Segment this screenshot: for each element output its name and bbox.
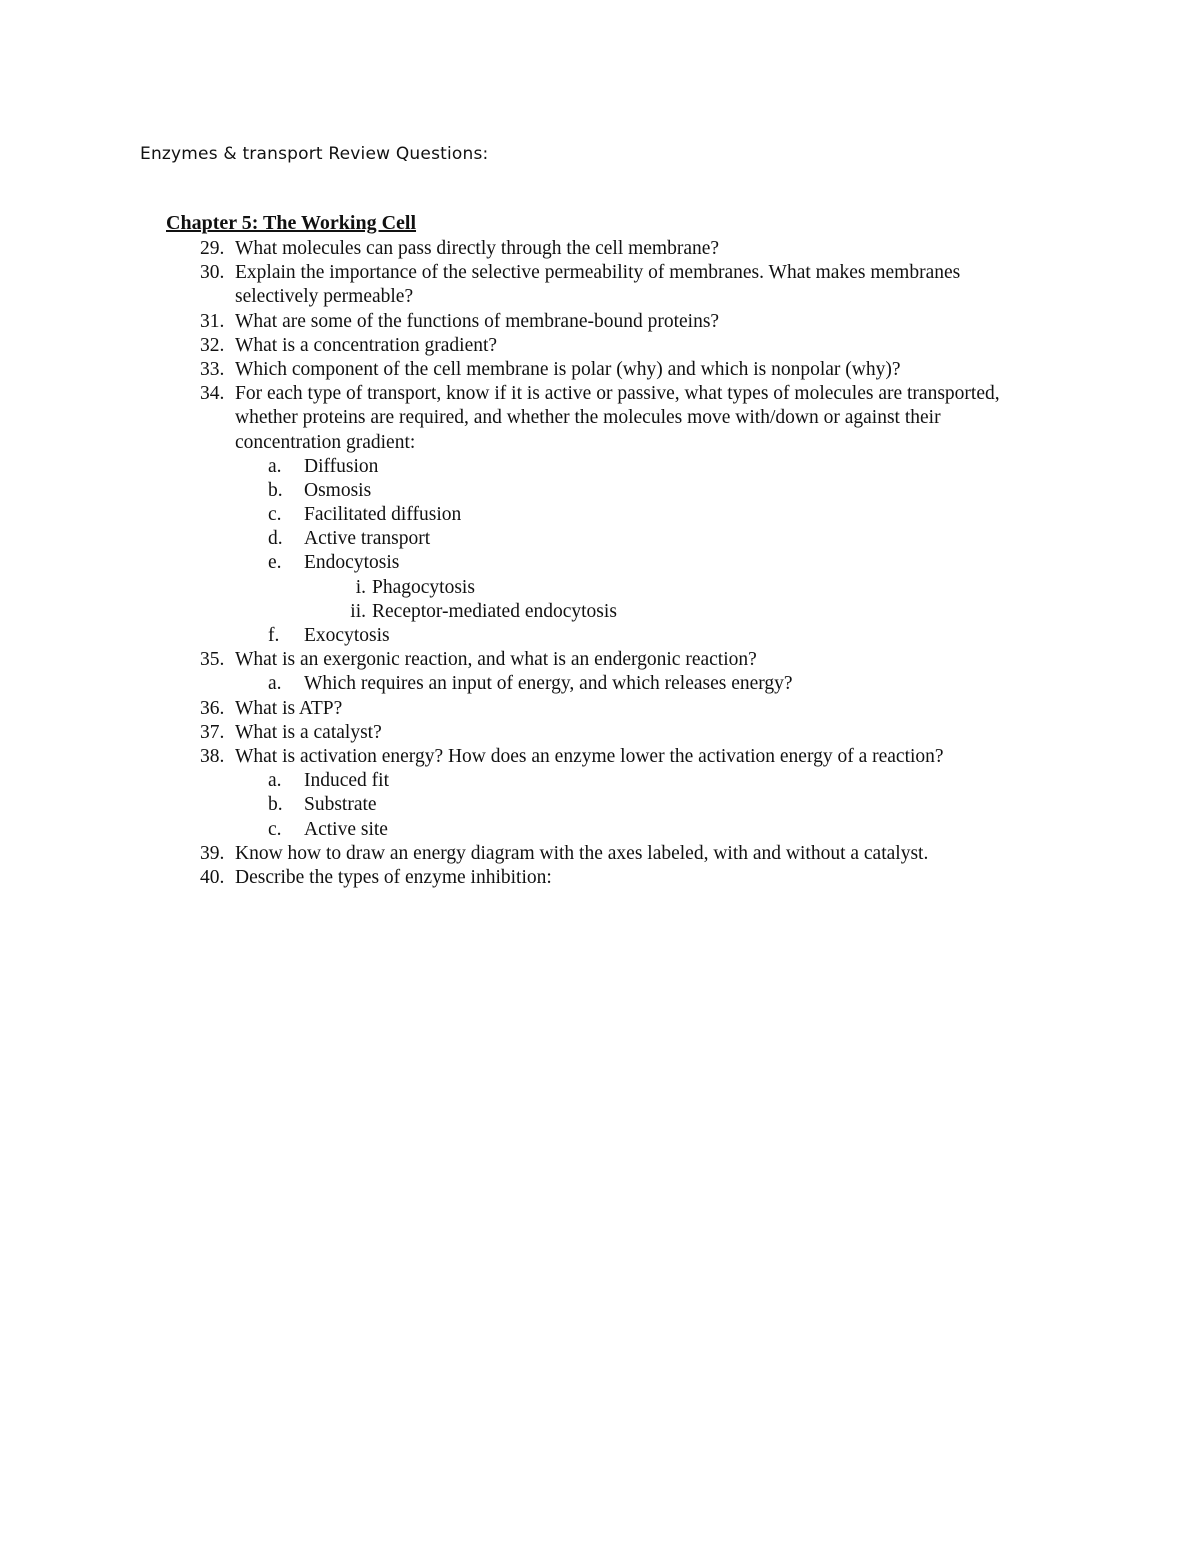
sub-item-marker: f.	[268, 625, 280, 646]
sub-sub-item-marker: ii.	[350, 600, 366, 622]
question-text: Which component of the cell membrane is polar (why) and which is nonpolar (why)?	[235, 358, 901, 380]
sub-item-text: Induced fit	[304, 770, 390, 792]
sub-sub-item-text: Phagocytosis	[372, 576, 475, 598]
sub-item-marker: e.	[268, 552, 282, 574]
question-line	[0, 285, 1200, 309]
sub-item-text: Substrate	[304, 794, 377, 816]
question-text: For each type of transport, know if it is active or passive, what types of molecules are transported,	[235, 383, 1000, 405]
sub-item-marker: a.	[268, 455, 282, 477]
question-text: Know how to draw an energy diagram with the axes labeled, with and without a catalyst.	[235, 842, 929, 864]
question-text: concentration gradient:	[235, 431, 416, 453]
sub-item	[0, 769, 1200, 793]
question-text: What is ATP?	[235, 697, 343, 719]
sub-item	[0, 551, 1200, 575]
sub-item-text: Active site	[304, 818, 388, 840]
sub-item-marker: c.	[268, 818, 282, 840]
sub-item	[0, 793, 1200, 817]
question-number: 30.	[200, 262, 225, 284]
question-line	[0, 842, 1200, 866]
question-list	[0, 237, 1200, 890]
sub-sub-item	[0, 600, 1200, 624]
question-line	[0, 334, 1200, 358]
question-line	[0, 431, 1200, 455]
sub-item-text: Active transport	[304, 528, 431, 550]
question-number: 34.	[200, 383, 225, 405]
sub-item-marker: a.	[268, 673, 282, 695]
sub-item-marker: d.	[268, 528, 283, 550]
question-number: 32.	[200, 334, 225, 356]
question-number: 36.	[200, 697, 225, 719]
sub-item-marker: b.	[268, 479, 283, 501]
question-text: What is a concentration gradient?	[235, 334, 498, 356]
question-line	[0, 406, 1200, 430]
question-line	[0, 697, 1200, 721]
sub-item	[0, 455, 1200, 479]
question-text: Explain the importance of the selective permeability of membranes. What makes membranes	[235, 262, 961, 284]
question-text: What molecules can pass directly through the cell membrane?	[235, 238, 720, 259]
sub-item-text: Endocytosis	[304, 552, 400, 574]
question-number: 29.	[200, 238, 225, 259]
sub-item-marker: b.	[268, 794, 283, 816]
sub-item-text: Diffusion	[304, 455, 379, 477]
question-number: 35.	[200, 649, 225, 671]
sub-item-marker: a.	[268, 770, 282, 792]
question-text: Describe the types of enzyme inhibition:	[235, 866, 552, 888]
sub-item	[0, 479, 1200, 503]
sub-item	[0, 818, 1200, 842]
question-text: What is a catalyst?	[235, 721, 382, 743]
sub-sub-item	[0, 576, 1200, 600]
sub-item-marker: c.	[268, 504, 282, 526]
question-line	[0, 237, 1200, 261]
sub-item	[0, 503, 1200, 527]
sub-item	[0, 527, 1200, 551]
question-text: whether proteins are required, and whether the molecules move with/down or against their	[235, 407, 941, 429]
question-line	[0, 261, 1200, 285]
question-number: 40.	[200, 866, 225, 888]
sub-item	[0, 672, 1200, 696]
question-number: 31.	[200, 310, 225, 332]
sub-item-text: Which requires an input of energy, and which releases energy?	[304, 673, 793, 695]
question-line	[0, 721, 1200, 745]
sub-item-text: Facilitated diffusion	[304, 504, 462, 526]
question-line	[0, 745, 1200, 769]
question-text: What are some of the functions of membrane-bound proteins?	[235, 310, 720, 332]
question-line	[0, 358, 1200, 382]
question-text: What is an exergonic reaction, and what is an endergonic reaction?	[235, 649, 757, 671]
question-text: What is activation energy? How does an enzyme lower the activation energy of a reaction?	[235, 745, 944, 767]
question-number: 37.	[200, 721, 225, 743]
question-line	[0, 648, 1200, 672]
question-line	[0, 310, 1200, 334]
question-line	[0, 382, 1200, 406]
sub-item	[0, 624, 1200, 648]
question-number: 33.	[200, 358, 225, 380]
question-text: selectively permeable?	[235, 286, 414, 308]
document-title: Enzymes & transport Review Questions:	[140, 144, 489, 164]
question-number: 39.	[200, 842, 225, 864]
sub-item-text: Exocytosis	[304, 625, 390, 646]
sub-sub-item-marker: i.	[355, 576, 366, 598]
sub-sub-item-text: Receptor-mediated endocytosis	[372, 600, 617, 622]
question-line	[0, 866, 1200, 890]
chapter-heading: Chapter 5: The Working Cell	[166, 212, 417, 234]
question-number: 38.	[200, 745, 225, 767]
sub-item-text: Osmosis	[304, 479, 372, 501]
